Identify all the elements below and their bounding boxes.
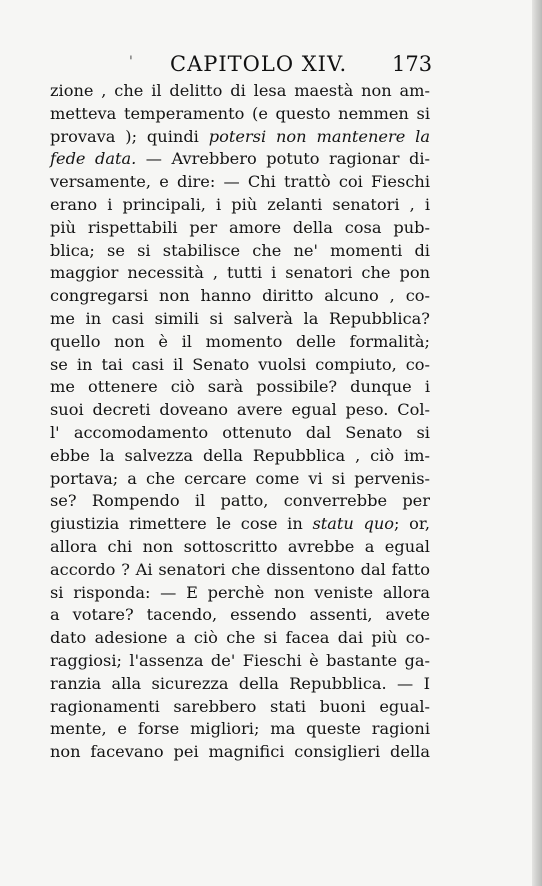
body-text [50, 80, 430, 764]
page-number: 173 [392, 52, 433, 76]
text-run: — Avrebbero potuto ragionar di- [136, 149, 430, 169]
text-line [50, 513, 430, 536]
text-line [50, 376, 430, 399]
text-run: me in casi simili si salverà la Repubblica? [50, 308, 430, 328]
text-run: a votare? tacendo, essendo assenti, avete [50, 605, 430, 625]
text-run: portava; a che cercare come vi si pervenis- [50, 468, 430, 488]
header-tick-mark: ' [129, 54, 133, 70]
text-run: ranzia alla sicurezza della Repubblica. — I [50, 673, 430, 693]
text-run: l' accomodamento ottenuto dal Senato si [50, 422, 430, 442]
text-run: quello non è il momento delle formalità; [50, 331, 430, 351]
page-edge-shadow [532, 0, 542, 886]
text-run: congregarsi non hanno diritto alcuno , co- [50, 286, 430, 306]
text-run: suoi decreti doveano avere egual peso. Col- [50, 400, 430, 420]
text-line [50, 718, 430, 741]
italic-text-run: fede data. [50, 149, 137, 169]
text-run: raggiosi; l'assenza de' Fieschi è bastante ga- [50, 650, 430, 670]
text-run: maggior necessità , tutti i senatori che pon [50, 263, 430, 283]
text-run: metteva temperamento (e questo nemmen si [50, 103, 430, 123]
text-line [50, 468, 430, 491]
text-run: allora chi non sottoscritto avrebbe a egual [50, 536, 430, 556]
text-line [50, 80, 430, 103]
text-line [50, 604, 430, 627]
text-line [50, 240, 430, 263]
text-line [50, 103, 430, 126]
italic-text-run: statu quo [312, 514, 395, 534]
text-run: dato adesione a ciò che si facea dai più co- [50, 628, 430, 648]
text-line [50, 148, 430, 171]
text-line [50, 696, 430, 719]
text-run: ; or, [394, 514, 430, 534]
text-run: si risponda: — E perchè non veniste allora [50, 582, 430, 602]
text-run: provava ); quindi [50, 126, 209, 146]
text-line [50, 422, 430, 445]
text-line [50, 354, 430, 377]
text-line [50, 536, 430, 559]
text-line [50, 331, 430, 354]
text-line [50, 741, 430, 764]
text-run: se in tai casi il Senato vuolsi compiuto, co- [50, 354, 430, 374]
text-line [50, 399, 430, 422]
text-line [50, 194, 430, 217]
text-line [50, 650, 430, 673]
text-line [50, 559, 430, 582]
text-run: accordo ? Ai senatori che dissentono dal fatto [50, 559, 430, 579]
text-run: se? Rompendo il patto, converrebbe per [50, 491, 430, 511]
text-run: più rispettabili per amore della cosa pub- [50, 217, 430, 237]
text-line [50, 262, 430, 285]
text-run: me ottenere ciò sarà possibile? dunque i [50, 377, 430, 397]
text-run: blica; se si stabilisce che ne' momenti di [50, 240, 430, 260]
text-line [50, 445, 430, 468]
text-line [50, 285, 430, 308]
text-line [50, 627, 430, 650]
text-line [50, 171, 430, 194]
text-run: zione , che il delitto di lesa maestà non am- [50, 81, 430, 100]
text-run: erano i principali, i più zelanti senatori , i [50, 194, 430, 214]
text-line [50, 582, 430, 605]
text-run: mente, e forse migliori; ma queste ragioni [50, 719, 430, 739]
text-run: versamente, e dire: — Chi trattò coi Fieschi [50, 172, 430, 192]
text-line [50, 308, 430, 331]
text-run: giustizia rimettere le cose in [50, 514, 313, 534]
text-line [50, 490, 430, 513]
text-line [50, 126, 430, 149]
italic-text-run: potersi non mantenere la [208, 126, 430, 146]
text-run: non facevano pei magnifici consiglieri della [50, 742, 430, 762]
text-run: ragionamenti sarebbero stati buoni egual- [50, 696, 430, 716]
text-line [50, 673, 430, 696]
text-line [50, 217, 430, 240]
text-run: ebbe la salvezza della Repubblica , ciò im- [50, 445, 430, 465]
running-title: CAPITOLO XIV. [170, 52, 348, 76]
